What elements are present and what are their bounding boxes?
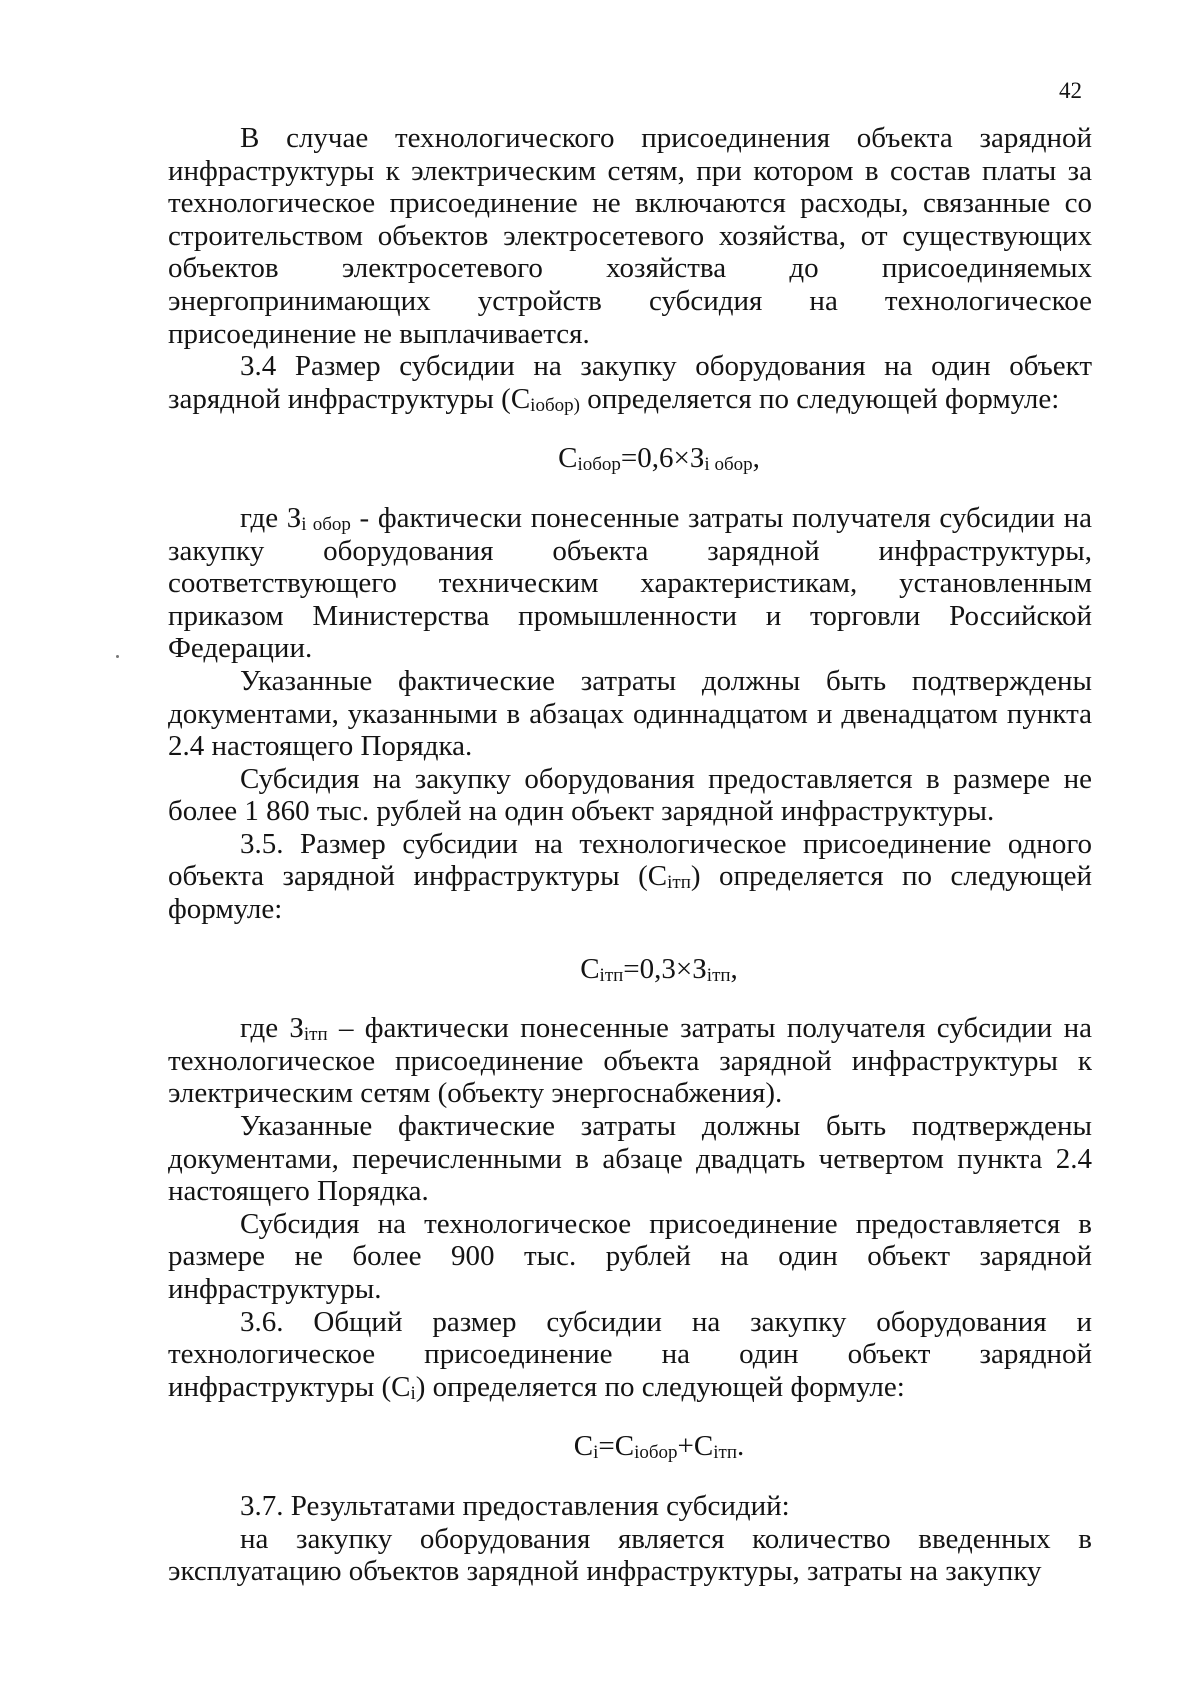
- scan-speck: [116, 655, 119, 658]
- page-number: 42: [1059, 78, 1082, 103]
- formula-connection: $C_{iтп}=0,3\times З_{iтп}$,: [580, 952, 738, 986]
- paragraph-connection: В случае технологического присоединения объекта зарядной инфраструктуры к электрическим сетям, при котором в состав платы за технологическое присоединение не включаются расходы, связанные со строительством объектов электросетевого хозяйства, от существующих объектов электросетевого хозяйства до присоединяемых энергопринимающих устройств субсидия на технологическое присоединение не выплачивается.: [168, 122, 1092, 350]
- paragraph-3-6: 3.6. Общий размер субсидии на закупку оборудования и технологическое присоединение на один объект зарядной инфраструктуры $(C_i)$ определяется по следующей формуле:: [168, 1305, 1092, 1404]
- paragraph-limit-equipment: Субсидия на закупку оборудования предоставляется в размере не более 1 860 тыс. рублей на один объект зарядной инфраструктуры.: [168, 762, 1092, 828]
- paragraph-3-7: 3.7. Результатами предоставления субсидий:: [240, 1489, 790, 1522]
- paragraph-3-4: 3.4 Размер субсидии на закупку оборудования на один объект зарядной инфраструктуры ($C_{iобор)}$ определяется по следующей формуле:: [168, 350, 1092, 416]
- paragraph-results: на закупку оборудования является количество введенных в эксплуатацию объектов зарядной инфраструктуры, затраты на закупку: [168, 1522, 1092, 1588]
- paragraph-confirm-equipment: Указанные фактические затраты должны быть подтверждены документами, указанными в абзацах одиннадцатом и двенадцатом пункта 2.4 настоящего Порядка.: [168, 664, 1092, 763]
- paragraph-3-5: 3.5. Размер субсидии на технологическое присоединение одного объекта зарядной инфраструктуры $(C_{iтп})$ определяется по следующей формуле:: [168, 827, 1092, 926]
- paragraph-limit-connection: Субсидия на технологическое присоединение предоставляется в размере не более 900 тыс. рублей на один объект зарядной инфраструктуры.: [168, 1207, 1092, 1305]
- formula-total: $C_i=C_{iобор}+C_{iтп}$.: [573, 1430, 745, 1464]
- paragraph-where-connection: где $З_{iтп}$ – фактически понесенные затраты получателя субсидии на технологическое присоединение объекта зарядной инфраструктуры к электрическим сетям (объекту энергоснабжения).: [168, 1012, 1093, 1110]
- document-body: [168, 122, 1092, 1588]
- paragraph-where-equipment: где $З_{i обор}$ - фактически понесенные затраты получателя субсидии на закупку оборудования объекта зарядной инфраструктуры, соответствующего техническим характеристикам, установленным приказом Министерства промышленности и торговли Российской Федерации.: [168, 501, 1092, 665]
- formula-equipment: $C_{iобор}=0,6\times З_{i обор}$,: [558, 442, 760, 476]
- paragraph-confirm-connection: Указанные фактические затраты должны быть подтверждены документами, перечисленными в абзаце двадцать четвертом пункта 2.4 настоящего Порядка.: [168, 1110, 1092, 1208]
